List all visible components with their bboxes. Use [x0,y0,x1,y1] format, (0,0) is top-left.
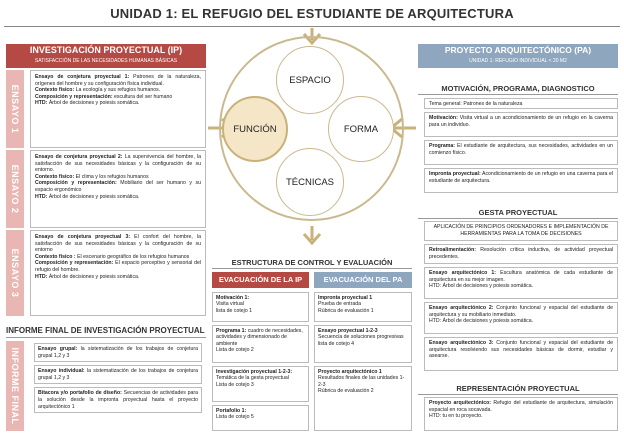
ensayo-1-comp-label: Composición y representación: [35,93,113,100]
eval-ip-1-extra: lista de cotejo 1 [216,307,253,314]
gesta-divider [418,218,618,219]
ensayo-2-comp-text: Mobiliario del ser humano y su espacio ergonómico [35,180,202,193]
informe-final-card [30,341,206,431]
programa-box [424,140,618,165]
ensayo-arq-2-box [424,302,618,334]
ensayo-2-tab-label: ENSAYO 2 [10,164,20,214]
programa-label: Programa: [429,143,455,149]
control-divider [212,268,412,269]
ensayo-3-htd-text: Árbol de decisiones y poiesis somática. [47,273,140,280]
ensayo-2-htd-label: HTD: [35,193,48,200]
ensayo-1-card [30,70,206,148]
ensayo-arq-3-label: Ensayo arquitectónico 3: [429,340,494,346]
ensayo-arq-2-text: Conjunto funcional y espacial del estudiante de arquitectura y su mobiliario inmediato. [429,305,613,318]
informe-item-2 [34,365,202,384]
informe-item-3 [34,387,202,413]
eval-ip-4-extra: Lista de cotejo 5 [216,414,254,421]
eval-pa-2-text: Secuencia de soluciones progresivas [318,334,404,341]
mpd-divider [418,94,618,95]
retroalimentacion-box [424,244,618,264]
eval-ip-item-3 [212,366,309,402]
ensayo-3-tab-label: ENSAYO 3 [10,248,20,298]
ensayo-3-lead: Ensayo de conjetura proyectual 3: [35,234,131,240]
ensayo-2-tab [6,150,24,228]
rep-text: Refugio del estudiante de arquitectura, simulación espacial en roca socavada. [429,400,613,413]
ensayo-1-lead-text: Patrones de la naturaleza, orígenes del hombre y su configuración física individual. [35,74,201,87]
pa-header-title: PROYECTO ARQUITECTÓNICO (PA) [444,45,592,55]
pa-header-subtitle: UNIDAD 1: REFUGIO INDIVIDUAL < 20 M2 [469,58,567,64]
eval-ip-3-extra: Lista de cotejo 3 [216,381,254,388]
ensayo-2-lead: Ensayo de conjetura proyectual 2: [35,154,123,160]
eval-ip-3-label: Investigación proyectual 1-2-3: [216,369,293,375]
ensayo-arq-1-htd: HTD: Árbol de decisiones y poiesis somática. [429,283,534,290]
pa-header [418,44,618,68]
ensayo-1-htd-text: Árbol de decisiones y poiesis somática. [47,100,140,107]
informe-item-3-label: Bitacora y/o portafolio de diseño: [38,390,122,397]
circle-espacio: ESPACIO [276,46,344,114]
ensayo-arq-3-text: Conjunto funcional y espacial del estudiante de arquitectura resolviendo sus necesidades básicas de dormir, estudiar y asearse. [429,340,613,360]
eval-ip-header: EVACUACIÓN DE LA IP [212,272,309,288]
eval-pa-3-label: Proyecto arquitectónico 1 [318,369,382,375]
ensayo-3-tab [6,230,24,316]
ensayo-2-lead-text: La supervivencia del hombre, la satisfacción de sus necesidades básicas y la configuración de su entorno. [35,154,202,174]
ensayo-2-ctx-text: El clima y los refugios humanos [74,173,149,180]
rep-htd: HTD: tu en tu proyecto. [429,413,483,420]
ensayo-1-ctx-text: La ecología y sus refugios humanos. [74,87,161,94]
tema-general-text: Tema general: Patrones de la naturaleza [429,101,523,107]
impronta-text: Acondicionamiento de un refugio en una caverna para el estudiante de arquitectura. [429,171,613,184]
eval-ip-2-label: Programa 1: [216,328,247,334]
informe-item-2-label: Ensayo individual: [38,368,85,375]
ensayo-3-lead-text: El confort del hombre, la satisfacción de sus necesidades básicas y la configuración de su entorno [35,234,202,254]
eval-pa-3-text: Resultados finales de las unidades 1-2-3 [318,375,405,388]
eval-ip-1-label: Motivación 1: [216,295,250,301]
retro-label: Retroalimentación: [429,247,476,253]
eval-pa-1-label: Impronta proyectual 1 [318,295,373,301]
ensayo-3-card [30,230,206,316]
ensayo-1-tab [6,70,24,148]
eval-ip-4-label: Portafolio 1: [216,408,247,414]
gesta-intro [424,221,618,241]
informe-final [6,341,206,431]
ensayo-3 [6,230,206,316]
circle-forma: FORMA [328,96,394,162]
ensayo-1-htd-label: HTD: [35,100,48,107]
ensayo-3-ctx-label: Contexto físico : [35,253,76,260]
eval-ip-3-text: Temática de la gesta proyectual [216,375,289,382]
mpd-title: MOTIVACIÓN, PROGRAMA, DIAGNOSTICO [441,84,595,93]
informe-final-tab [6,341,24,431]
motivacion-box [424,112,618,137]
circle-funcion: FUNCIÓN [222,96,288,162]
title-divider [4,26,620,27]
informe-item-2-text: la sistematización de los trabajos de conjetura grupal 1,2 y 3 [38,368,198,381]
informe-final-divider [6,337,206,338]
eval-pa-2-label: Ensayo proyectual 1-2-3 [318,328,378,334]
representacion-box [424,397,618,431]
eval-pa-header: EVACUACIÓN DEL PA [314,272,412,288]
impronta-box [424,168,618,193]
eval-ip-item-2 [212,325,309,363]
ensayo-1-tab-label: ENSAYO 1 [10,84,20,134]
ensayo-2-card [30,150,206,228]
gesta-title: GESTA PROYECTUAL [478,208,558,217]
page-title: UNIDAD 1: EL REFUGIO DEL ESTUDIANTE DE ARQUITECTURA [110,6,514,21]
retro-text: Resolución crítica inductiva, de actividad proyectual precedentes. [429,247,613,260]
informe-item-3-text: Secuencias de actividades para la solución desde la impronta proyectual hasta el proyecto arquitectónico 1 [38,390,198,410]
rep-divider [418,394,618,395]
motivacion-text: Visita virtual a un acondicionamiento de un refugio en la caverna para un individuo. [429,115,613,128]
ensayo-2 [6,150,206,228]
eval-pa-3-extra: Rúbrica de evaluación 2 [318,388,374,395]
eval-pa-item-2 [314,325,412,363]
ensayo-2-htd-text: Árbol de decisiones y poiesis somática. [47,193,140,200]
gesta-intro-text: APLICACIÓN DE PRINCIPIOS ORDENADORES E IMPLEMENTACIÓN DE HERRAMIENTAS PARA LA TOMA DE DECISIONES [433,224,609,237]
ensayo-3-comp-text: El espacio perceptivo y sensorial del refugio del hombre. [35,260,201,273]
impronta-label: Impronta proyectual: [429,171,481,177]
programa-text: El estudiante de arquitectura, sus necesidades, actividades en un comienzo físico. [429,143,613,156]
tema-general [424,98,618,109]
informe-item-1-label: Ensayo grupal: [38,346,78,352]
ensayo-arq-3-box [424,337,618,371]
arrow-down-bottom-icon [296,226,328,246]
ensayo-1-comp-text: escultura del ser humano [112,93,173,100]
motivacion-label: Motivación: [429,115,458,121]
rep-title: REPRESENTACIÓN PROYECTUAL [456,384,580,393]
control-title: ESTRUCTURA DE CONTROL Y EVALUACIÓN [231,258,393,267]
eval-pa-item-1 [314,292,412,322]
informe-item-1 [34,343,202,362]
informe-final-tab-label: INFORME FINAL [10,347,20,425]
ip-header-subtitle: SATISFACCIÓN DE LAS NECESIDADES HUMANAS BÁSICAS [34,58,178,64]
eval-ip-2-extra: Lista de cotejo 2 [216,347,254,354]
ensayo-1 [6,70,206,148]
ip-header [6,44,206,68]
ensayo-2-ctx-label: Contexto físico: [35,173,75,180]
ensayo-1-lead: Ensayo de conjetura proyectual 1: [35,74,130,80]
ensayo-arq-2-htd: HTD: Árbol de decisiones y poiesis somática. [429,318,534,325]
eval-pa-1-extra: Rúbrica de evaluación 1 [318,307,374,314]
ensayo-3-ctx-text: El escenario geográfico de los refugios humanos [75,253,190,260]
ensayo-1-ctx-label: Contexto físico: [35,87,75,94]
eval-ip-item-4 [212,405,309,431]
ensayo-arq-1-label: Ensayo arquitectónico 1: [429,270,497,276]
ensayo-3-htd-label: HTD: [35,273,48,280]
ensayo-3-comp-label: Composición y representación: [35,260,114,267]
informe-final-title: INFORME FINAL DE INVESTIGACIÓN PROYECTUAL [6,326,205,335]
ensayo-arq-2-label: Ensayo arquitectónico 2: [429,305,494,311]
rep-label: Proyecto arquitectónico: [429,400,492,406]
ensayo-2-comp-label: Composición y representación: [35,180,117,187]
eval-ip-item-1 [212,292,309,322]
eval-ip-2-text: cuadro de necesidades, actividades y dimensionado de ambiente [216,328,303,347]
ensayo-arq-1-text: Escultura anatómica de cada estudiante de arquitectura en su mejor imagen. [429,270,613,283]
ip-header-title: INVESTIGACIÓN PROYECTUAL (IP) [29,45,183,55]
eval-pa-2-extra: lista de cotejo 4 [318,340,355,347]
circle-tecnicas: TÉCNICAS [276,148,344,216]
ensayo-arq-1-box [424,267,618,299]
eval-pa-item-3 [314,366,412,431]
eval-ip-1-text: Visita virtual [216,301,244,308]
informe-item-1-text: la sistematización de los trabajos de conjetura grupal 1,2 y 3 [38,346,198,359]
eval-pa-1-text: Prueba de entrada [318,301,361,308]
